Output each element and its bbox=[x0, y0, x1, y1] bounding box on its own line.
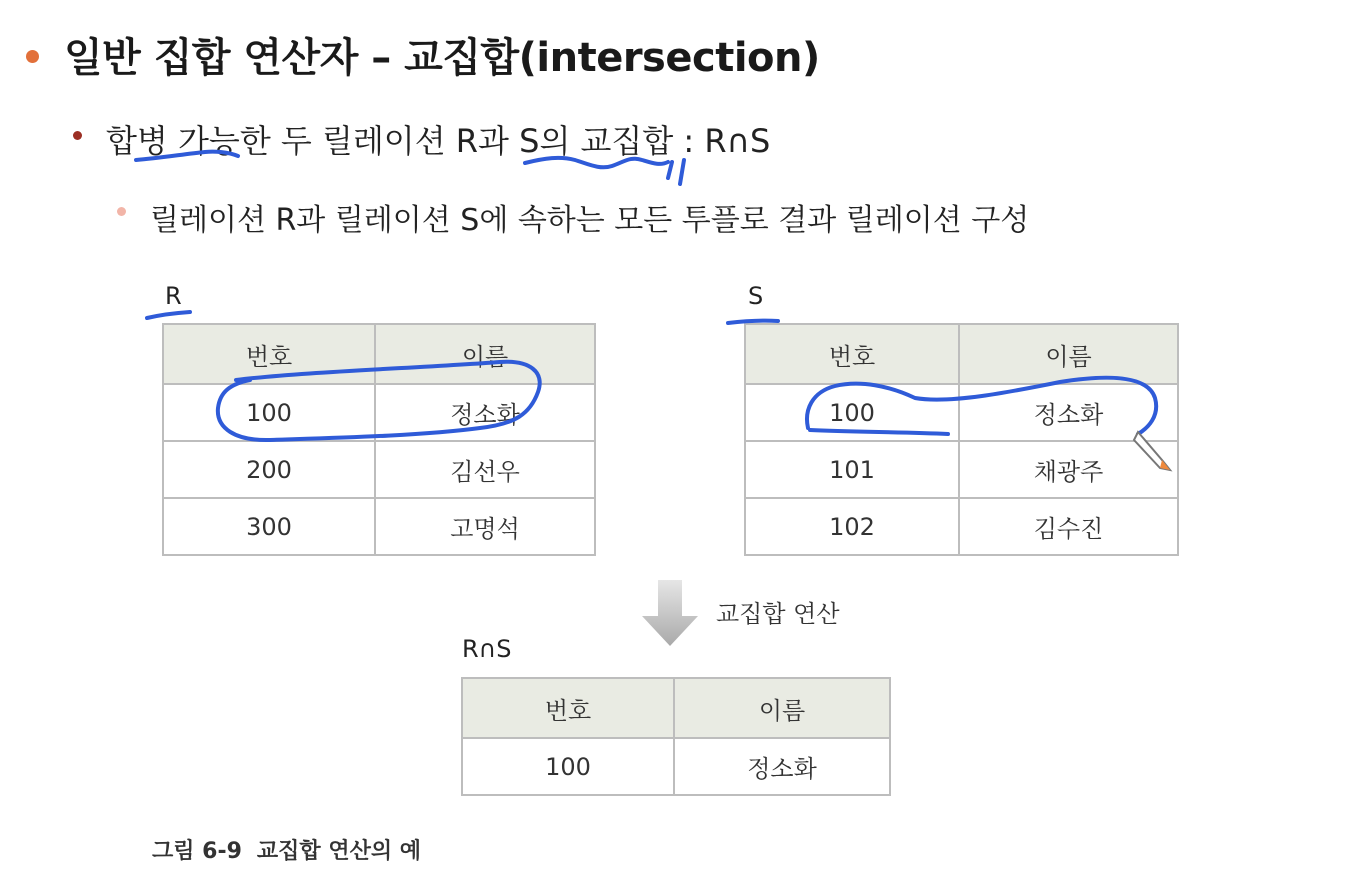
cell-number: 300 bbox=[163, 498, 375, 555]
table-row bbox=[163, 384, 595, 441]
table-r-label: R bbox=[165, 282, 182, 310]
table-row bbox=[462, 738, 890, 795]
cell-name: 김수진 bbox=[959, 498, 1178, 555]
cell-number: 101 bbox=[745, 441, 959, 498]
cell-name: 정소화 bbox=[375, 384, 595, 441]
table-s bbox=[744, 323, 1179, 556]
table-s-label: S bbox=[748, 282, 764, 310]
result-table-label: R∩S bbox=[462, 635, 512, 663]
header-name: 이름 bbox=[959, 324, 1178, 384]
operation-label: 교집합 연산 bbox=[716, 600, 840, 628]
figure-number: 그림 6-9 bbox=[152, 839, 242, 864]
cell-name: 고명석 bbox=[375, 498, 595, 555]
cell-name: 정소화 bbox=[959, 384, 1178, 441]
table-r bbox=[162, 323, 596, 556]
bullet-text-level3: 릴레이션 R과 릴레이션 S에 속하는 모든 투플로 결과 릴레이션 구성 bbox=[150, 203, 1030, 238]
cell-number: 102 bbox=[745, 498, 959, 555]
cell-number: 100 bbox=[462, 738, 674, 795]
table-header-row bbox=[163, 324, 595, 384]
cell-name: 채광주 bbox=[959, 441, 1178, 498]
table-row bbox=[745, 498, 1178, 555]
figure-caption-text: 교집합 연산의 예 bbox=[256, 839, 422, 864]
cell-name: 정소화 bbox=[674, 738, 890, 795]
table-row bbox=[745, 384, 1178, 441]
cell-number: 200 bbox=[163, 441, 375, 498]
down-arrow-icon bbox=[640, 578, 700, 648]
figure-caption bbox=[152, 834, 421, 865]
ink-tick-2 bbox=[680, 160, 684, 184]
result-table bbox=[461, 677, 891, 796]
bullet-dot-level3 bbox=[117, 207, 126, 216]
cell-name: 김선우 bbox=[375, 441, 595, 498]
table-header-row bbox=[462, 678, 890, 738]
slide-title: 일반 집합 연산자 – 교집합(intersection) bbox=[64, 35, 820, 81]
header-name: 이름 bbox=[375, 324, 595, 384]
bullet-dot-level2 bbox=[73, 131, 82, 140]
bullet-dot-level1 bbox=[26, 50, 39, 63]
table-row bbox=[745, 441, 1178, 498]
table-row bbox=[163, 498, 595, 555]
header-number: 번호 bbox=[462, 678, 674, 738]
header-number: 번호 bbox=[745, 324, 959, 384]
ink-underline-r bbox=[147, 312, 190, 318]
table-row bbox=[163, 441, 595, 498]
header-name: 이름 bbox=[674, 678, 890, 738]
ink-tick-1 bbox=[668, 162, 672, 178]
cell-number: 100 bbox=[745, 384, 959, 441]
table-header-row bbox=[745, 324, 1178, 384]
cell-number: 100 bbox=[163, 384, 375, 441]
bullet-text-level2: 합병 가능한 두 릴레이션 R과 S의 교집합 : R∩S bbox=[106, 122, 771, 160]
header-number: 번호 bbox=[163, 324, 375, 384]
